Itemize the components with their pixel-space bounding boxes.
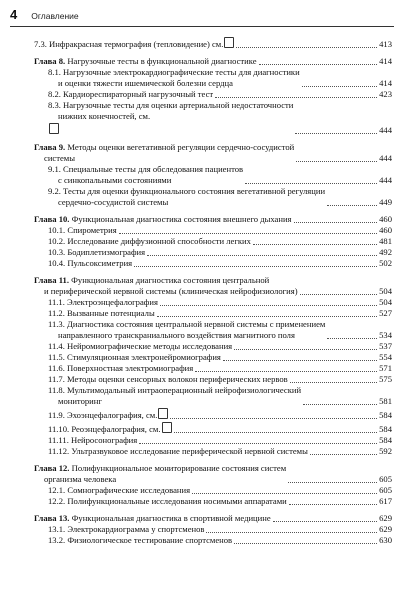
toc-entry-text: Функциональная диагностика в спортивной медицине — [71, 513, 271, 523]
toc-entry-title — [48, 435, 137, 446]
toc-entry-title — [48, 258, 132, 269]
toc-page-number: 444 — [379, 153, 392, 163]
toc-entry-text: 10.2. Исследование диффузионной способности легких — [48, 236, 251, 246]
toc-section-entry — [34, 36, 392, 50]
toc-entry-title — [48, 485, 190, 496]
toc-page-number: 527 — [379, 308, 392, 318]
toc-page-number: 481 — [379, 236, 392, 246]
toc-entry-line: 9.1. Специальные тесты для обследования пациентов — [48, 164, 244, 174]
toc-section-entry — [34, 308, 392, 319]
toc-section-entry — [34, 385, 392, 407]
toc-entry-line: 11.3. Диагностика состояния центральной нервной системы с применением — [48, 319, 326, 329]
toc-entry-title — [34, 142, 294, 164]
toc-entry-text: 13.1. Электрокардиограмма у спортсменов — [48, 524, 205, 534]
toc-entry-title — [48, 535, 232, 546]
toc-entry-title — [48, 385, 301, 407]
ebook-icon — [162, 422, 172, 433]
dot-leader — [303, 404, 377, 405]
toc-entry-line: организма человека — [44, 474, 117, 484]
dot-leader — [223, 360, 377, 361]
toc-page-number: 584 — [379, 410, 392, 420]
dot-leader — [294, 222, 378, 223]
toc-page-number: 575 — [379, 374, 392, 384]
toc-entry-text: 11.9. Эхоэнцефалография, см. — [48, 410, 158, 420]
dot-leader — [290, 382, 377, 383]
toc-entry-title — [48, 236, 251, 247]
toc-page-number: 423 — [379, 89, 392, 99]
toc-entry-title — [48, 164, 243, 186]
toc-section-entry — [34, 164, 392, 186]
toc-chapter-entry — [34, 275, 392, 297]
toc-page-number: 584 — [379, 424, 392, 434]
toc-page-number: 460 — [379, 214, 392, 224]
ebook-icon — [224, 37, 234, 48]
dot-leader — [206, 532, 377, 533]
toc-entry-title — [48, 421, 172, 435]
toc-section-entry — [34, 100, 392, 136]
chapter-label: Глава 8. — [34, 56, 66, 66]
toc-entry-title — [34, 463, 286, 485]
toc-section-entry — [34, 319, 392, 341]
toc-entry-title — [48, 496, 287, 507]
toc-entry-line: 9.2. Тесты для оценки функционального состояния вегетативной регуляции — [48, 186, 326, 196]
toc-entry-line: нижних конечностей, см. — [58, 111, 151, 121]
toc-entry-title — [48, 247, 145, 258]
dot-leader — [302, 86, 377, 87]
toc-chapter-entry — [34, 142, 392, 164]
dot-leader — [215, 97, 377, 98]
toc-page-number: 444 — [379, 125, 392, 135]
toc-section-entry — [34, 496, 392, 507]
toc-entry-line: 8.3. Нагрузочные тесты для оценки артериальной недостаточности — [48, 100, 294, 110]
toc-page-number: 414 — [379, 78, 392, 88]
dot-leader — [289, 504, 377, 505]
dot-leader — [300, 294, 378, 295]
toc-section-entry — [34, 435, 392, 446]
dot-leader — [170, 418, 377, 419]
toc-chapter-entry — [34, 214, 392, 225]
chapter-label: Глава 11. — [34, 275, 69, 285]
dot-leader — [234, 349, 377, 350]
toc-section-entry — [34, 363, 392, 374]
dot-leader — [295, 133, 377, 134]
toc-entry-line: направленного транскраниального воздействия магнитного поля — [58, 330, 295, 340]
toc-entry-title — [48, 407, 168, 421]
toc-entry-title — [48, 524, 204, 535]
ebook-icon — [49, 123, 59, 134]
toc-entry-title — [48, 446, 308, 457]
dot-leader — [327, 205, 377, 206]
toc-entry-title — [34, 513, 271, 524]
toc-entry-title — [48, 297, 158, 308]
toc-entry-title — [48, 352, 221, 363]
toc-entry-line: и периферической нервной системы (клиническая нейрофизиология) — [44, 286, 298, 296]
chapter-label: Глава 12. — [34, 463, 70, 473]
toc-section-entry — [34, 535, 392, 546]
toc-entry-line: 8.1. Нагрузочные электрокардиографические тесты для диагностики — [48, 67, 300, 77]
chapter-label: Глава 13. — [34, 513, 70, 523]
running-head — [10, 7, 394, 22]
toc-section-entry — [34, 524, 392, 535]
toc-section-entry — [34, 341, 392, 352]
toc-page-number: 629 — [379, 524, 392, 534]
dot-leader — [253, 244, 377, 245]
toc-page-number: 605 — [379, 474, 392, 484]
dot-leader — [134, 266, 377, 267]
toc-section-entry — [34, 374, 392, 385]
toc-page-number: 449 — [379, 197, 392, 207]
toc-entry-line: Полифункциональное мониторирование состояния систем — [71, 463, 287, 473]
dot-leader — [157, 316, 377, 317]
toc-page-number: 592 — [379, 446, 392, 456]
toc-page-number: 534 — [379, 330, 392, 340]
toc-entry-line: Функциональная диагностика состояния центральной — [71, 275, 270, 285]
toc-entry-line: 11.8. Мультимодальный интраоперационный нейрофизиологический — [48, 385, 302, 395]
toc-section-entry — [34, 258, 392, 269]
table-of-contents — [34, 36, 392, 546]
dot-leader — [160, 305, 377, 306]
toc-page-number: 504 — [379, 286, 392, 296]
toc-section-entry — [34, 421, 392, 435]
dot-leader — [245, 183, 377, 184]
toc-entry-title — [34, 214, 292, 225]
toc-entry-text: 11.7. Методы оценки сенсорных волокон периферических нервов — [48, 374, 288, 384]
toc-entry-text: Нагрузочные тесты в функциональной диагностике — [67, 56, 257, 66]
toc-entry-text: 11.2. Вызванные потенциалы — [48, 308, 155, 318]
toc-page-number: 554 — [379, 352, 392, 362]
toc-section-entry — [34, 297, 392, 308]
toc-section-entry — [34, 407, 392, 421]
toc-entry-title — [48, 100, 293, 136]
toc-section-entry — [34, 236, 392, 247]
toc-section-entry — [34, 186, 392, 208]
toc-entry-title — [48, 67, 300, 89]
toc-chapter-entry — [34, 56, 392, 67]
toc-entry-line: системы — [44, 153, 76, 163]
toc-section-entry — [34, 352, 392, 363]
toc-entry-title — [34, 275, 298, 297]
toc-entry-title — [48, 341, 232, 352]
toc-entry-title — [48, 308, 155, 319]
toc-entry-text: 10.4. Пульсоксиметрия — [48, 258, 133, 268]
toc-chapter-entry — [34, 463, 392, 485]
toc-page-number: 413 — [379, 39, 392, 49]
chapter-label: Глава 10. — [34, 214, 70, 224]
toc-entry-title — [34, 36, 234, 50]
toc-section-entry — [34, 89, 392, 100]
running-title: Оглавление — [31, 11, 79, 21]
toc-entry-title — [48, 374, 288, 385]
header-rule — [10, 26, 394, 27]
toc-section-entry — [34, 247, 392, 258]
toc-entry-title — [48, 186, 325, 208]
toc-entry-text: Функциональная диагностика состояния внешнего дыхания — [71, 214, 292, 224]
toc-entry-line: и оценки тяжести ишемической болезни сердца — [58, 78, 233, 88]
toc-entry-text: 12.1. Сомнографические исследования — [48, 485, 191, 495]
dot-leader — [259, 64, 378, 65]
toc-entry-line: мониторинг — [58, 396, 102, 406]
toc-section-entry — [34, 446, 392, 457]
page-number: 4 — [10, 7, 18, 22]
dot-leader — [273, 521, 377, 522]
toc-page-number: 605 — [379, 485, 392, 495]
dot-leader — [236, 47, 377, 48]
toc-entry-text: 8.2. Кардиореспираторный нагрузочный тест — [48, 89, 214, 99]
toc-page-number: 629 — [379, 513, 392, 523]
toc-page-number: 584 — [379, 435, 392, 445]
toc-page-number: 504 — [379, 297, 392, 307]
dot-leader — [234, 543, 377, 544]
toc-entry-text: 13.2. Физиологическое тестирование спортсменов — [48, 535, 233, 545]
toc-page-number: 617 — [379, 496, 392, 506]
toc-entry-title — [34, 56, 257, 67]
toc-page-number: 502 — [379, 258, 392, 268]
toc-entry-title — [48, 89, 213, 100]
toc-page-number: 414 — [379, 56, 392, 66]
toc-page-number: 492 — [379, 247, 392, 257]
toc-entry-line: Методы оценки вегетативной регуляции сердечно-сосудистой — [67, 142, 295, 152]
dot-leader — [174, 432, 378, 433]
toc-page-number: 537 — [379, 341, 392, 351]
toc-page-number: 581 — [379, 396, 392, 406]
toc-section-entry — [34, 67, 392, 89]
toc-entry-text: 7.3. Инфракрасная термография (тепловидение) см. — [34, 39, 224, 49]
toc-page-number: 444 — [379, 175, 392, 185]
toc-entry-title — [48, 225, 117, 236]
toc-entry-text: 10.3. Бодиплетизмография — [48, 247, 146, 257]
ebook-icon — [158, 408, 168, 419]
toc-entry-text: 11.5. Стимуляционная электронейромиография — [48, 352, 221, 362]
toc-section-entry — [34, 225, 392, 236]
toc-entry-line: с синкопальными состояниями — [58, 175, 172, 185]
toc-page-number: 630 — [379, 535, 392, 545]
toc-page-number: 460 — [379, 225, 392, 235]
toc-entry-text: 11.12. Ультразвуковое исследование периферической нервной системы — [48, 446, 308, 456]
dot-leader — [310, 454, 377, 455]
chapter-label: Глава 9. — [34, 142, 66, 152]
toc-entry-text: 11.10. Реоэнцефалография, см. — [48, 424, 161, 434]
toc-entry-text: 10.1. Спирометрия — [48, 225, 117, 235]
toc-page-number: 571 — [379, 363, 392, 373]
toc-entry-text: 12.2. Полифункциональные исследования носимыми аппаратами — [48, 496, 287, 506]
toc-section-entry — [34, 485, 392, 496]
dot-leader — [195, 371, 377, 372]
dot-leader — [296, 161, 377, 162]
toc-entry-line: сердечно-сосудистой системы — [58, 197, 169, 207]
toc-entry-title — [48, 363, 193, 374]
dot-leader — [147, 255, 377, 256]
toc-entry-title — [48, 319, 325, 341]
toc-entry-text: 11.1. Электроэнцефалография — [48, 297, 158, 307]
toc-entry-text: 11.11. Нейросонография — [48, 435, 138, 445]
toc-entry-text: 11.4. Нейромиографические методы исследования — [48, 341, 233, 351]
toc-chapter-entry — [34, 513, 392, 524]
toc-entry-text: 11.6. Поверхностная электромиография — [48, 363, 194, 373]
dot-leader — [119, 233, 377, 234]
dot-leader — [288, 482, 377, 483]
dot-leader — [139, 443, 377, 444]
dot-leader — [192, 493, 377, 494]
dot-leader — [327, 338, 377, 339]
